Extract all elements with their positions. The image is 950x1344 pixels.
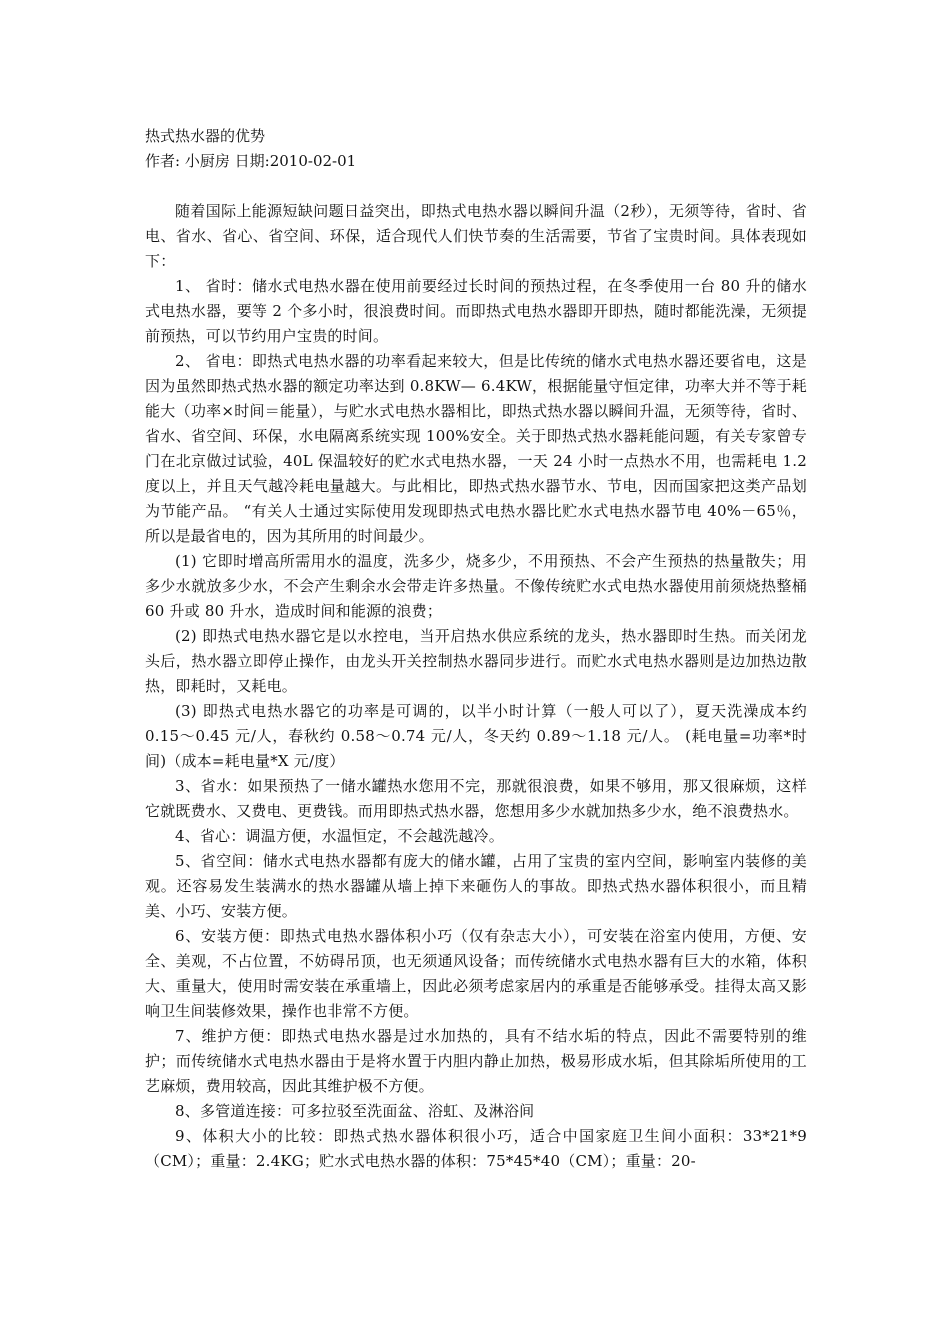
- paragraph-installation: 6、安装方便：即热式电热水器体积小巧（仅有杂志大小），可安装在浴室内使用，方便、安全、美观，不占位置，不妨碍吊顶，也无须通风设备；而传统储水式电热水器有巨大的水箱，体积大、重量大，使用时需安装在承重墙上，因此必须考虑家居内的承重是否能够承受。挂得太高又影响卫生间装修效果，操作也非常不方便。: [145, 927, 807, 1020]
- paragraph-point-2: (2) 即热式电热水器它是以水控电，当开启热水供应系统的龙头，热水器即时生热。而关闭龙头后，热水器立即停止操作，由龙头开关控制热水器同步进行。而贮水式电热水器则是边加热边散热，即耗时，又耗电。: [145, 627, 807, 695]
- paragraph-maintenance: 7、维护方便：即热式电热水器是过水加热的，具有不结水垢的特点，因此不需要特别的维护；而传统储水式电热水器由于是将水置于内胆内静止加热，极易形成水垢，但其除垢所使用的工艺麻烦，费用较高，因此其维护极不方便。: [145, 1027, 807, 1095]
- document-meta: [145, 149, 807, 174]
- author-name: 小厨房: [184, 152, 230, 170]
- paragraph-size-comparison: 9、体积大小的比较：即热式热水器体积很小巧，适合中国家庭卫生间小面积：33*21*9（CM）；重量：2.4KG；贮水式电热水器的体积：75*45*40（CM）；重量：20-: [145, 1127, 807, 1170]
- document-page: [145, 124, 807, 1174]
- paragraph-multi-pipe: 8、多管道连接：可多拉驳至洗面盆、浴虹、及淋浴间: [175, 1102, 535, 1120]
- paragraph-space-saving: 5、省空间：储水式电热水器都有庞大的储水罐，占用了宝贵的室内空间，影响室内装修的美观。还容易发生装满水的热水器罐从墙上掉下来砸伤人的事故。即热式热水器体积很小，而且精美、小巧、安装方便。: [145, 852, 807, 920]
- date-label: 日期:: [234, 152, 270, 170]
- paragraph-point-3: (3) 即热式电热水器它的功率是可调的，以半小时计算（一般人可以了），夏天洗澡成本约 0.15～0.45 元/人，春秋约 0.58～0.74 元/人，冬天约 0.89～1.18 元/人。 (耗电量=功率*时间)（成本=耗电量*X 元/度）: [145, 702, 807, 770]
- document-title: 热式热水器的优势: [145, 127, 266, 145]
- paragraph-power-saving: 2、 省电：即热式电热水器的功率看起来较大，但是比传统的储水式电热水器还要省电，这是因为虽然即热式热水器的额定功率达到 0.8KW— 6.4KW，根据能量守恒定律，功率大并不等于耗能大（功率×时间＝能量），与贮水式电热水器相比，即热式热水器以瞬间升温，无须等待，省时、省水、省空间、环保，水电隔离系统实现 100%安全。关于即热式热水器耗能问题，有关专家曾专门在北京做过试验，40L 保温较好的贮水式电热水器，一天 24 小时一点热水不用，也需耗电 1.2 度以上，并且天气越冷耗电量越大。与此相比，即热式热水器节水、节电，因而国家把这类产品划为节能产品。 “有关人士通过实际使用发现即热式电热水器比贮水式电热水器节电 40%－65％，所以是最省电的，因为其所用的时间最少。: [145, 352, 807, 545]
- paragraph-point-1: (1) 它即时增高所需用水的温度，洗多少，烧多少，不用预热、不会产生预热的热量散失；用多少水就放多少水，不会产生剩余水会带走许多热量。不像传统贮水式电热水器使用前须烧热整桶 60 升或 80 升水，造成时间和能源的浪费；: [145, 552, 807, 620]
- paragraph-intro: 随着国际上能源短缺问题日益突出，即热式电热水器以瞬间升温（2秒），无须等待，省时、省电、省水、省心、省空间、环保，适合现代人们快节奏的生活需要，节省了宝贵时间。具体表现如下：: [145, 202, 807, 270]
- paragraph-water-saving: 3、省水：如果预热了一储水罐热水您用不完，那就很浪费，如果不够用，那又很麻烦，这样它就既费水、又费电、更费钱。而用即热式热水器，您想用多少水就加热多少水，绝不浪费热水。: [145, 777, 807, 820]
- paragraph-time-saving: 1、 省时：储水式电热水器在使用前要经过长时间的预热过程，在冬季使用一台 80 升的储水式电热水器，要等 2 个多小时，很浪费时间。而即热式电热水器即开即热，随时都能洗澡，无须提前预热，可以节约用户宝贵的时间。: [145, 277, 807, 345]
- author-label: 作者:: [145, 152, 181, 170]
- paragraph-peace-of-mind: 4、省心：调温方便，水温恒定，不会越洗越冷。: [175, 827, 504, 845]
- date-value: 2010-02-01: [269, 152, 357, 170]
